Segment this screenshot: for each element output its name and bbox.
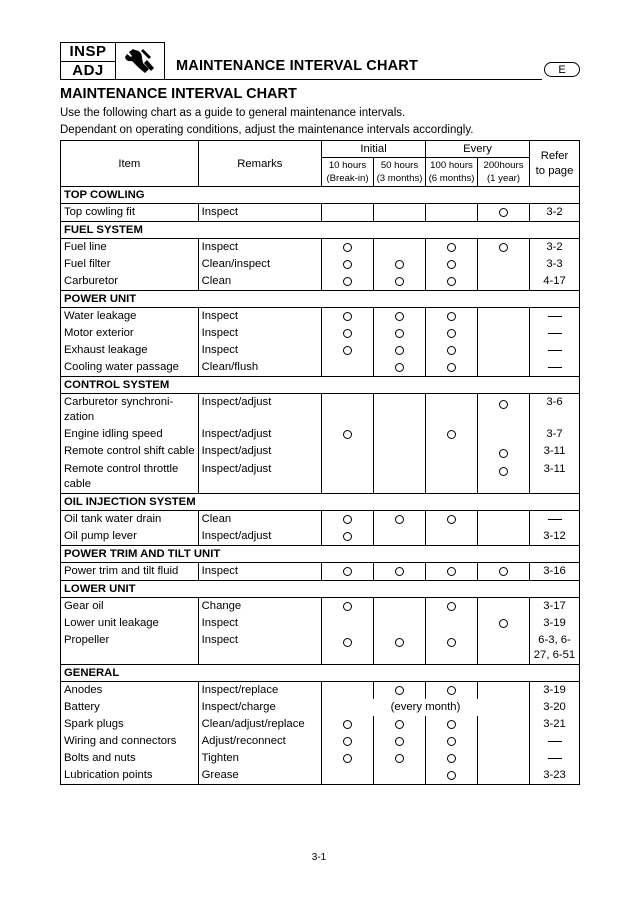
interval-cell [478, 528, 530, 546]
table-row [61, 443, 580, 461]
table-row [61, 308, 580, 326]
interval-cell [478, 733, 530, 750]
check-circle-icon [447, 754, 456, 763]
check-circle-icon [447, 771, 456, 780]
interval-cell [426, 682, 478, 700]
interval-cell [374, 733, 426, 750]
header-divider [165, 79, 542, 80]
check-circle-icon [343, 602, 352, 611]
interval-cell [374, 443, 426, 461]
interval-cell [374, 342, 426, 359]
item-cell: Spark plugs [64, 718, 124, 730]
interval-cell [426, 342, 478, 359]
refer-page-cell: 3-2 [530, 239, 580, 257]
item-cell: Top cowling fit [61, 204, 199, 222]
item-cell: Propeller [64, 634, 110, 646]
interval-cell [374, 394, 426, 427]
check-circle-icon [395, 312, 404, 321]
check-circle-icon [343, 638, 352, 647]
check-circle-icon [447, 638, 456, 647]
table-row [61, 563, 580, 581]
table-row [61, 359, 580, 377]
interval-cell [426, 598, 478, 616]
table-row [61, 256, 580, 273]
interval-cell [322, 461, 374, 494]
refer-page-cell: 3-17 [530, 598, 580, 616]
section-header-row [61, 291, 580, 308]
interval-cell [374, 239, 426, 257]
header-item: Item [61, 141, 199, 187]
check-circle-icon [343, 312, 352, 321]
check-circle-icon [395, 346, 404, 355]
section-header-row [61, 494, 580, 511]
interval-cell [478, 239, 530, 257]
refer-page-cell: 3-21 [530, 716, 580, 733]
dash-icon [548, 367, 562, 368]
check-circle-icon [447, 277, 456, 286]
remarks-cell: Inspect/adjust [198, 443, 321, 461]
interval-cell [322, 563, 374, 581]
refer-page-cell [530, 308, 580, 326]
check-circle-icon [343, 346, 352, 355]
interval-cell [478, 615, 530, 632]
intro-line: Dependant on operating conditions, adjust the maintenance intervals accordingly. [60, 124, 474, 136]
interval-cell [322, 273, 374, 291]
interval-cell [374, 325, 426, 342]
interval-cell [322, 308, 374, 326]
section-title: POWER UNIT [61, 291, 580, 308]
refer-page-cell [530, 342, 580, 359]
item-cell: Fuel filter [64, 258, 111, 270]
section-header-row [61, 377, 580, 394]
interval-cell [478, 394, 530, 427]
check-circle-icon [343, 329, 352, 338]
item-cell: Remote control shift cable [64, 445, 195, 457]
item-cell: Wiring and connectors [64, 735, 177, 747]
item-cell: Oil pump lever [64, 530, 137, 542]
check-circle-icon [499, 208, 508, 217]
item-cell: Lower unit leakage [64, 617, 159, 629]
dash-icon [548, 333, 562, 334]
maintenance-table [60, 140, 580, 785]
refer-page-cell [530, 359, 580, 377]
check-circle-icon [395, 363, 404, 372]
check-circle-icon [343, 243, 352, 252]
item-cell: Water leakage [64, 310, 137, 322]
check-circle-icon [499, 619, 508, 628]
table-row [61, 342, 580, 359]
interval-cell [374, 204, 426, 222]
interval-cell [426, 273, 478, 291]
interval-cell [426, 239, 478, 257]
check-circle-icon [395, 720, 404, 729]
interval-cell [322, 615, 374, 632]
refer-page-cell [530, 325, 580, 342]
section-header-row [61, 665, 580, 682]
item-cell: Exhaust leakage [64, 344, 148, 356]
refer-page-cell: 4-17 [530, 273, 580, 291]
header-refer: Refer to page [530, 141, 580, 187]
header-initial: Initial [322, 141, 426, 158]
table-row [61, 461, 580, 494]
remarks-cell: Inspect/charge [198, 699, 321, 716]
interval-cell [478, 443, 530, 461]
check-circle-icon [343, 567, 352, 576]
interval-cell [426, 443, 478, 461]
interval-cell [322, 632, 374, 665]
header-10-hours: 10 hours (Break-in) [322, 158, 374, 187]
check-circle-icon [343, 720, 352, 729]
item-cell: Carburetor [64, 275, 118, 287]
remarks-cell: Inspect [198, 204, 321, 222]
check-circle-icon [499, 567, 508, 576]
remarks-cell: Clean/inspect [198, 256, 321, 273]
item-cell: Anodes [64, 684, 103, 696]
interval-cell [478, 511, 530, 529]
table-row [61, 682, 580, 700]
interval-cell [478, 426, 530, 443]
refer-page-cell: 3-20 [530, 699, 580, 716]
table-row [61, 750, 580, 767]
check-circle-icon [343, 754, 352, 763]
interval-cell [426, 716, 478, 733]
interval-cell [426, 394, 478, 427]
interval-cell [322, 342, 374, 359]
check-circle-icon [343, 737, 352, 746]
check-circle-icon [343, 430, 352, 439]
table-row [61, 716, 580, 733]
interval-cell [426, 461, 478, 494]
interval-cell [322, 682, 374, 700]
table-row [61, 632, 580, 665]
interval-cell [322, 750, 374, 767]
interval-span-cell: (every month) [322, 699, 530, 716]
interval-cell [478, 632, 530, 665]
remarks-cell: Inspect [198, 563, 321, 581]
refer-page-cell: 3-3 [530, 256, 580, 273]
interval-cell [322, 325, 374, 342]
refer-page-cell [530, 750, 580, 767]
remarks-cell: Clean/flush [198, 359, 321, 377]
check-circle-icon [447, 686, 456, 695]
check-circle-icon [395, 638, 404, 647]
interval-cell [322, 716, 374, 733]
item-cell: Oil tank water drain [64, 513, 162, 525]
check-circle-icon [395, 754, 404, 763]
interval-cell [426, 359, 478, 377]
check-circle-icon [447, 430, 456, 439]
interval-cell [322, 204, 374, 222]
dash-icon [548, 741, 562, 742]
header-200-hours: 200hours (1 year) [478, 158, 530, 187]
remarks-cell: Clean [198, 511, 321, 529]
section-title: TOP COWLING [61, 187, 580, 204]
remarks-cell: Adjust/reconnect [198, 733, 321, 750]
interval-cell [374, 461, 426, 494]
interval-cell [426, 204, 478, 222]
insp-adj-logo [60, 42, 165, 80]
interval-cell [374, 528, 426, 546]
table-row [61, 615, 580, 632]
interval-cell [322, 598, 374, 616]
refer-page-cell: 3-12 [530, 528, 580, 546]
item-cell: Fuel line [64, 241, 107, 253]
section-title: CONTROL SYSTEM [61, 377, 580, 394]
item-cell: Gear oil [64, 600, 104, 612]
interval-cell [322, 239, 374, 257]
item-cell: Bolts and nuts [64, 752, 136, 764]
check-circle-icon [447, 567, 456, 576]
refer-page-cell [530, 733, 580, 750]
refer-page-cell: 3-23 [530, 767, 580, 785]
section-title: POWER TRIM AND TILT UNIT [61, 546, 580, 563]
check-circle-icon [395, 737, 404, 746]
interval-cell [426, 308, 478, 326]
refer-page-cell: 3-11 [530, 443, 580, 461]
check-circle-icon [395, 567, 404, 576]
table-row [61, 598, 580, 616]
interval-cell [478, 359, 530, 377]
interval-cell [426, 256, 478, 273]
interval-cell [374, 682, 426, 700]
section-header-row [61, 546, 580, 563]
remarks-cell: Inspect/replace [198, 682, 321, 700]
interval-cell [374, 598, 426, 616]
item-cell: Lubrication points [64, 769, 153, 781]
check-circle-icon [447, 312, 456, 321]
check-circle-icon [447, 243, 456, 252]
refer-page-cell: 3-7 [530, 426, 580, 443]
table-row [61, 528, 580, 546]
refer-page-cell [530, 511, 580, 529]
header-every: Every [426, 141, 530, 158]
section-title: OIL INJECTION SYSTEM [61, 494, 580, 511]
table-row [61, 239, 580, 257]
table-row [61, 511, 580, 529]
interval-cell [426, 528, 478, 546]
table-row [61, 325, 580, 342]
item-cell: Engine idling speed [64, 428, 163, 440]
interval-cell [478, 256, 530, 273]
check-circle-icon [499, 467, 508, 476]
interval-cell [426, 426, 478, 443]
remarks-cell: Tighten [198, 750, 321, 767]
interval-cell [374, 359, 426, 377]
check-circle-icon [343, 515, 352, 524]
check-circle-icon [447, 515, 456, 524]
remarks-cell: Inspect [198, 615, 321, 632]
dash-icon [548, 316, 562, 317]
interval-cell [478, 682, 530, 700]
page-number: 3-1 [311, 852, 327, 863]
check-circle-icon [395, 515, 404, 524]
interval-cell [478, 598, 530, 616]
item-cell: Carburetor synchroni-zation [64, 396, 174, 423]
remarks-cell: Inspect/adjust [198, 426, 321, 443]
check-circle-icon [395, 277, 404, 286]
interval-cell [374, 563, 426, 581]
refer-page-cell: 3-16 [530, 563, 580, 581]
check-circle-icon [343, 277, 352, 286]
remarks-cell: Inspect [198, 239, 321, 257]
remarks-cell: Inspect/adjust [198, 461, 321, 494]
interval-cell [374, 511, 426, 529]
item-cell: Power trim and tilt fluid [61, 563, 199, 581]
intro-text [60, 105, 473, 139]
interval-cell [478, 273, 530, 291]
interval-cell [478, 342, 530, 359]
page-header [60, 42, 580, 80]
remarks-cell: Inspect [198, 632, 321, 665]
table-row [61, 733, 580, 750]
interval-cell [374, 426, 426, 443]
refer-page-cell: 6-3, 6-27, 6-51 [530, 632, 580, 665]
remarks-cell: Inspect [198, 342, 321, 359]
interval-cell [426, 767, 478, 785]
section-title: LOWER UNIT [61, 581, 580, 598]
remarks-cell: Clean [198, 273, 321, 291]
check-circle-icon [447, 602, 456, 611]
section-title: GENERAL [61, 665, 580, 682]
refer-page-cell: 3-19 [530, 615, 580, 632]
header-100-hours: 100 hours (6 months) [426, 158, 478, 187]
interval-cell [322, 394, 374, 427]
table-row [61, 767, 580, 785]
dash-icon [548, 350, 562, 351]
wrench-icon [116, 43, 164, 79]
check-circle-icon [447, 720, 456, 729]
interval-cell [322, 256, 374, 273]
header-section-title: MAINTENANCE INTERVAL CHART [176, 58, 419, 74]
interval-cell [322, 359, 374, 377]
interval-cell [478, 750, 530, 767]
header-remarks: Remarks [198, 141, 321, 187]
section-header-row [61, 581, 580, 598]
remarks-cell: Grease [198, 767, 321, 785]
dash-icon [548, 519, 562, 520]
check-circle-icon [343, 260, 352, 269]
refer-page-cell: 3-6 [530, 394, 580, 427]
item-cell: Remote control throttle cable [64, 463, 179, 490]
interval-cell [374, 308, 426, 326]
interval-cell [322, 426, 374, 443]
interval-cell [426, 511, 478, 529]
refer-page-cell: 3-11 [530, 461, 580, 494]
check-circle-icon [499, 400, 508, 409]
interval-cell [322, 733, 374, 750]
check-circle-icon [447, 260, 456, 269]
check-circle-icon [447, 737, 456, 746]
check-circle-icon [395, 329, 404, 338]
interval-cell [478, 325, 530, 342]
check-circle-icon [447, 329, 456, 338]
interval-cell [374, 767, 426, 785]
item-cell: Cooling water passage [64, 361, 179, 373]
table-row [61, 273, 580, 291]
interval-cell [478, 204, 530, 222]
language-badge: E [544, 62, 580, 77]
interval-cell [478, 767, 530, 785]
check-circle-icon [447, 363, 456, 372]
check-circle-icon [447, 346, 456, 355]
section-header-row [61, 222, 580, 239]
table-body [61, 187, 580, 785]
interval-cell [478, 461, 530, 494]
interval-cell [426, 615, 478, 632]
check-circle-icon [499, 449, 508, 458]
logo-adj-text: ADJ [72, 61, 104, 79]
remarks-cell: Clean/adjust/replace [198, 716, 321, 733]
interval-cell [478, 716, 530, 733]
table-row [61, 426, 580, 443]
check-circle-icon [395, 686, 404, 695]
refer-page-cell: 3-2 [530, 204, 580, 222]
logo-insp-text: INSP [61, 43, 115, 62]
interval-cell [426, 325, 478, 342]
interval-cell [478, 308, 530, 326]
refer-page-cell: 3-19 [530, 682, 580, 700]
interval-cell [322, 528, 374, 546]
interval-cell [426, 750, 478, 767]
interval-cell [322, 511, 374, 529]
check-circle-icon [395, 260, 404, 269]
interval-cell [478, 563, 530, 581]
remarks-cell: Inspect/adjust [198, 528, 321, 546]
section-title: FUEL SYSTEM [61, 222, 580, 239]
item-cell: Battery [64, 701, 100, 713]
header-50-hours: 50 hours (3 months) [374, 158, 426, 187]
interval-cell [426, 563, 478, 581]
interval-cell [426, 733, 478, 750]
check-circle-icon [499, 243, 508, 252]
interval-cell [322, 767, 374, 785]
interval-cell [374, 273, 426, 291]
interval-cell [426, 632, 478, 665]
intro-line: Use the following chart as a guide to general maintenance intervals. [60, 107, 406, 119]
page-title: MAINTENANCE INTERVAL CHART [60, 86, 297, 102]
item-cell: Motor exterior [64, 327, 134, 339]
section-header-row [61, 187, 580, 204]
table-row [61, 394, 580, 427]
interval-cell [322, 443, 374, 461]
remarks-cell: Inspect/adjust [198, 394, 321, 427]
table-row [61, 699, 580, 716]
table-row [61, 204, 580, 222]
interval-cell [374, 750, 426, 767]
remarks-cell: Inspect [198, 325, 321, 342]
interval-cell [374, 632, 426, 665]
interval-cell [374, 615, 426, 632]
interval-cell [374, 716, 426, 733]
remarks-cell: Change [198, 598, 321, 616]
remarks-cell: Inspect [198, 308, 321, 326]
check-circle-icon [343, 532, 352, 541]
interval-cell [374, 256, 426, 273]
dash-icon [548, 758, 562, 759]
